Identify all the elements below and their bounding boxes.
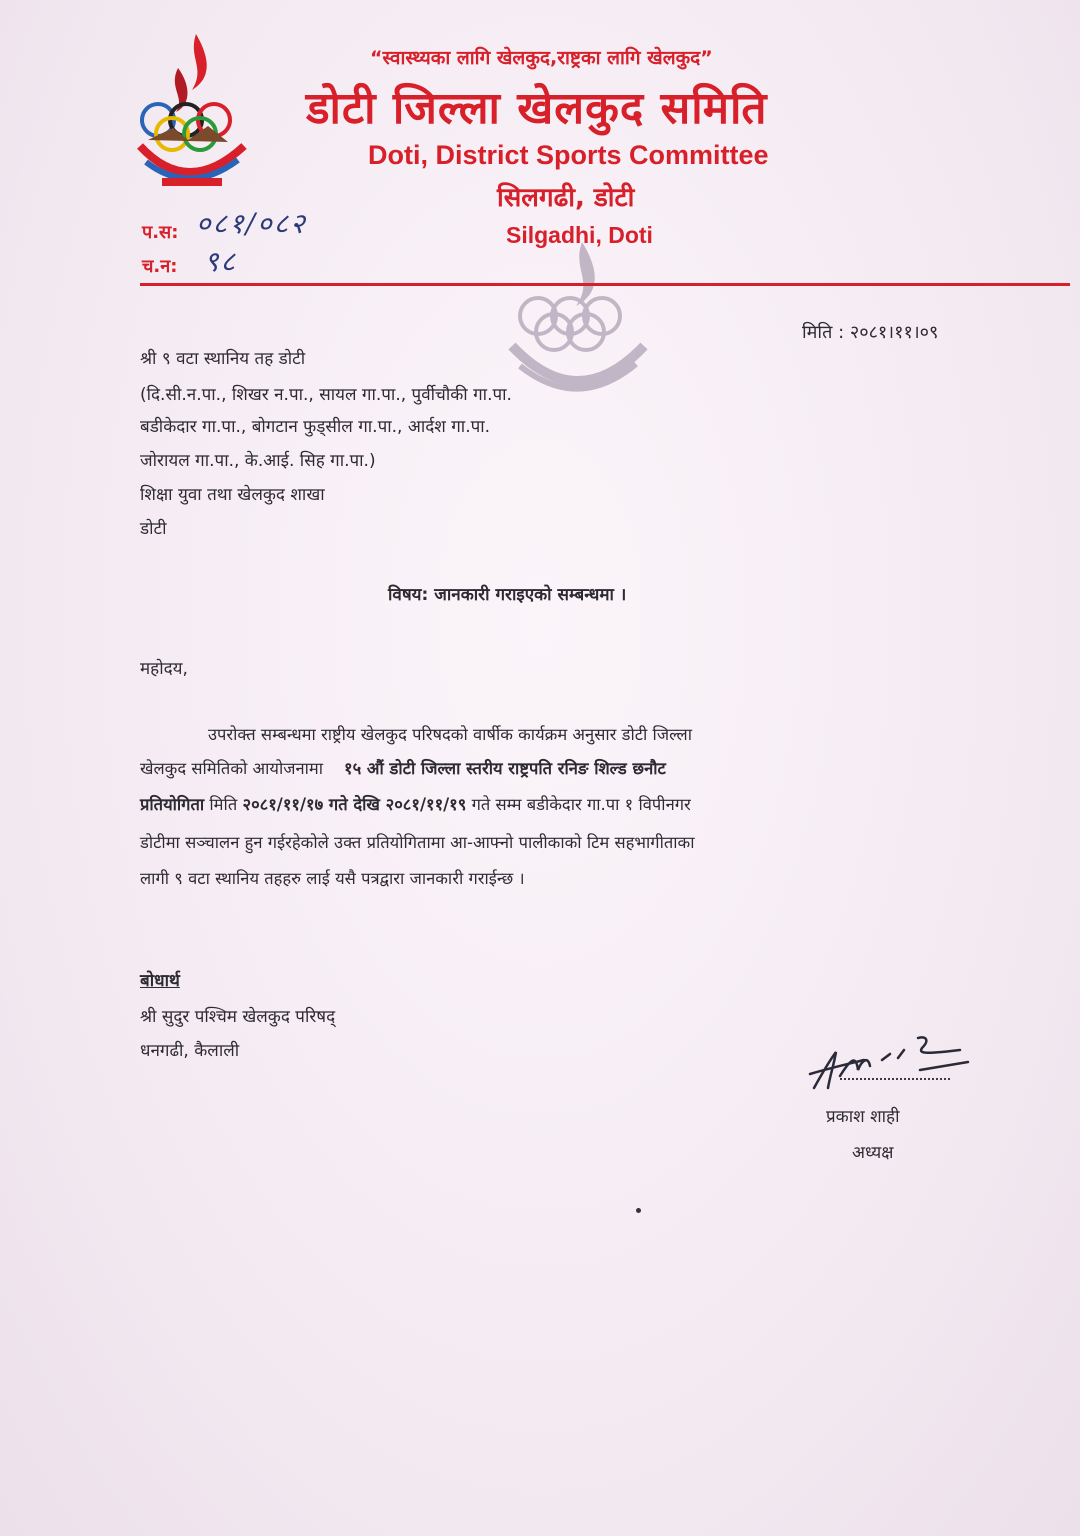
cc-heading: बोधार्थ: [140, 971, 180, 991]
body-line: उपरोक्त सम्बन्धमा राष्ट्रीय खेलकुद परिषदको वार्षीक कार्यक्रम अनुसार डोटी जिल्ला: [208, 725, 692, 744]
ps-label: प.स:: [142, 222, 179, 243]
signature-line: [840, 1078, 950, 1080]
recipient-line: श्री ९ वटा स्थानिय तह डोटी: [140, 349, 306, 369]
signatory-title: अध्यक्ष: [852, 1143, 894, 1163]
body-line: डोटीमा सञ्चालन हुन गईरहेकोले उक्त प्रतियोगितामा आ-आफ्नो पालीकाको टिम सहभागीताका: [140, 833, 695, 852]
subject-line: विषय: जानकारी गराइएको सम्बन्धमा ।: [388, 585, 627, 605]
body-line: लागी ९ वटा स्थानिय तहहरु लाई यसै पत्रद्वारा जानकारी गराईन्छ ।: [140, 869, 525, 888]
recipient-line: बडीकेदार गा.पा., बोगटान फुड्सील गा.पा., आर्दश गा.पा.: [140, 417, 491, 437]
salutation: महोदय,: [140, 659, 188, 679]
ps-value-handwritten: ०८१/०८२: [196, 207, 307, 240]
org-name-english: Doti, District Sports Committee: [368, 140, 769, 170]
recipient-line: शिक्षा युवा तथा खेलकुद शाखा: [140, 485, 325, 505]
signature-icon: [800, 1030, 980, 1100]
paper-speck: [636, 1208, 641, 1213]
body-text: गते सम्म बडीकेदार गा.पा १ विपीनगर: [471, 795, 691, 814]
body-text-bold: प्रतियोगिता: [140, 795, 205, 814]
org-name-nepali: डोटी जिल्ला खेलकुद समिति: [306, 83, 768, 134]
recipient-line: (दि.सी.न.पा., शिखर न.पा., सायल गा.पा., पुर्वीचौकी गा.पा.: [140, 385, 512, 405]
cn-label: च.न:: [142, 256, 178, 277]
slogan: “स्वास्थ्यका लागि खेलकुद,राष्ट्रका लागि खेलकुद”: [370, 47, 713, 69]
body-text: खेलकुद समितिको आयोजनामा: [140, 759, 324, 778]
cn-value-handwritten: ९८: [204, 245, 238, 278]
body-line: [140, 792, 691, 815]
cc-line: श्री सुदुर पश्चिम खेलकुद परिषद्: [140, 1007, 336, 1027]
committee-logo-icon: [128, 28, 258, 198]
header-divider: [140, 283, 1070, 286]
signatory-name: प्रकाश शाही: [826, 1107, 900, 1127]
body-line: [140, 756, 666, 779]
body-text: मिति: [209, 795, 238, 814]
address-english: Silgadhi, Doti: [506, 222, 653, 248]
body-text-bold: २०८१/११/१७ गते देखि २०८१/११/१९: [242, 795, 467, 814]
recipient-line: जोरायल गा.पा., के.आई. सिह गा.पा.): [140, 451, 376, 471]
seal-stamp-icon: [498, 236, 658, 406]
address-nepali: सिलगढी, डोटी: [497, 183, 635, 213]
recipient-line: डोटी: [140, 519, 167, 539]
cc-line: धनगढी, कैलाली: [140, 1041, 240, 1061]
body-text-bold: १५ औं डोटी जिल्ला स्तरीय राष्ट्रपति रनिङ शिल्ड छनौट: [344, 759, 666, 778]
letter-date: मिति : २०८१।११।०९: [802, 322, 939, 343]
